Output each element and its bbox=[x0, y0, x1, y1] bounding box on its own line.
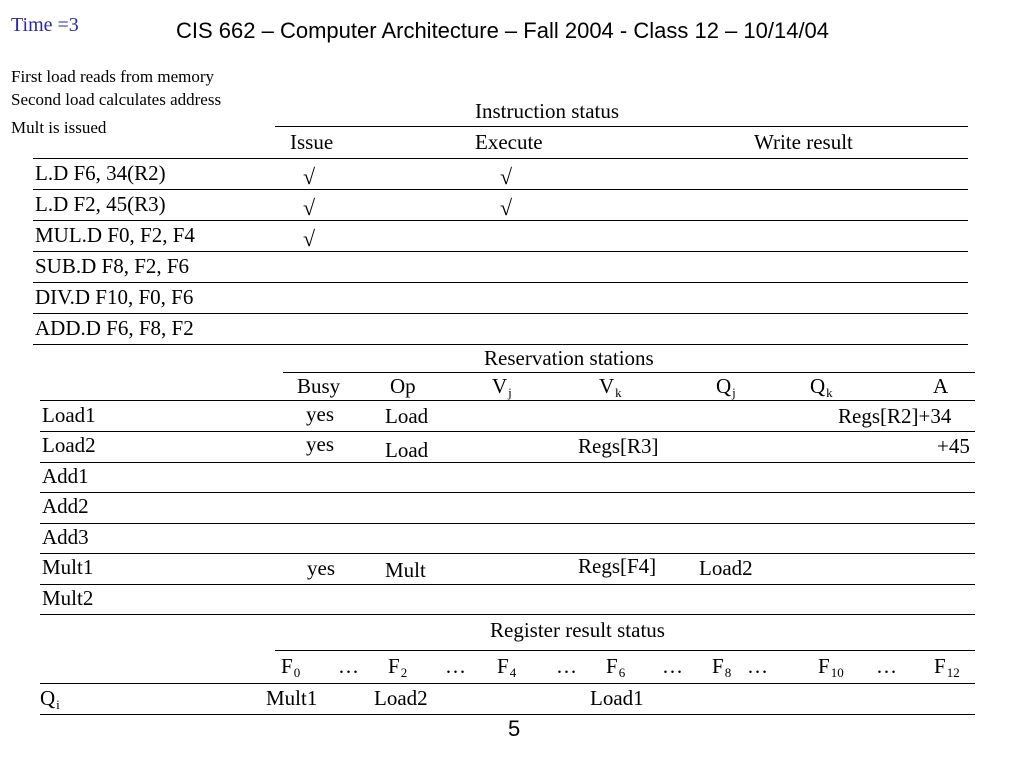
ellipsis: … bbox=[556, 654, 577, 678]
vk-value: Regs[R3] bbox=[578, 434, 659, 458]
instruction-name: ADD.D F6, F8, F2 bbox=[35, 316, 194, 340]
busy-value: yes bbox=[306, 432, 334, 456]
station-name: Mult1 bbox=[42, 555, 94, 579]
reservation-stations-title: Reservation stations bbox=[484, 346, 654, 370]
op-value: Load bbox=[385, 404, 429, 428]
divider bbox=[33, 344, 968, 345]
reg-f10: F10 bbox=[818, 654, 844, 680]
col-qk: Qk bbox=[810, 374, 833, 400]
divider bbox=[33, 189, 968, 190]
col-vj: Vj bbox=[492, 374, 512, 400]
instruction-name: MUL.D F0, F2, F4 bbox=[35, 223, 195, 247]
instruction-name: DIV.D F10, F0, F6 bbox=[35, 285, 194, 309]
divider bbox=[40, 492, 975, 493]
op-value: Mult bbox=[385, 558, 426, 582]
divider bbox=[40, 523, 975, 524]
col-busy: Busy bbox=[297, 374, 341, 398]
a-value: +45 bbox=[937, 434, 970, 458]
divider bbox=[33, 158, 968, 159]
instruction-status-title: Instruction status bbox=[475, 99, 620, 123]
divider bbox=[40, 462, 975, 463]
station-name: Add2 bbox=[42, 494, 89, 518]
divider bbox=[33, 251, 968, 252]
vk-value: Regs[F4] bbox=[578, 554, 657, 578]
divider bbox=[40, 553, 975, 554]
divider bbox=[40, 683, 975, 684]
station-name: Add3 bbox=[42, 525, 89, 549]
a-value: Regs[R2]+34 bbox=[838, 404, 952, 428]
divider bbox=[33, 220, 968, 221]
divider bbox=[283, 372, 975, 373]
issue-check: √ bbox=[303, 226, 316, 251]
op-value: Load bbox=[385, 438, 429, 462]
col-op: Op bbox=[390, 374, 416, 398]
col-issue: Issue bbox=[290, 130, 334, 154]
qj-value: Load2 bbox=[699, 556, 753, 580]
station-name: Load1 bbox=[42, 403, 96, 427]
col-execute: Execute bbox=[475, 130, 543, 154]
reg-f4: F4 bbox=[497, 654, 517, 680]
note-line-2: Second load calculates address bbox=[11, 90, 222, 109]
divider bbox=[33, 313, 968, 314]
divider bbox=[40, 614, 975, 615]
reg-f12: F12 bbox=[934, 654, 960, 680]
divider bbox=[40, 714, 975, 715]
page-number: 5 bbox=[508, 716, 521, 741]
reg-f2: F2 bbox=[388, 654, 408, 680]
col-write-result: Write result bbox=[754, 130, 853, 154]
reg-f8: F8 bbox=[712, 654, 732, 680]
note-line-3: Mult is issued bbox=[11, 118, 107, 137]
station-name: Add1 bbox=[42, 464, 89, 488]
ellipsis: … bbox=[747, 654, 768, 678]
execute-check: √ bbox=[500, 195, 513, 220]
col-a: A bbox=[933, 374, 949, 398]
register-status-title: Register result status bbox=[490, 618, 665, 642]
instruction-name: SUB.D F8, F2, F6 bbox=[35, 254, 190, 278]
col-qj: Qj bbox=[716, 374, 736, 400]
ellipsis: … bbox=[445, 654, 466, 678]
busy-value: yes bbox=[306, 402, 334, 426]
divider bbox=[40, 584, 975, 585]
qi-f2-value: Load2 bbox=[374, 686, 428, 710]
instruction-name: L.D F6, 34(R2) bbox=[35, 161, 166, 185]
time-label: Time =3 bbox=[11, 14, 79, 36]
station-name: Load2 bbox=[42, 433, 96, 457]
ellipsis: … bbox=[338, 654, 359, 678]
reg-f6: F6 bbox=[606, 654, 626, 680]
qi-f0-value: Mult1 bbox=[266, 686, 318, 710]
divider bbox=[33, 282, 968, 283]
divider bbox=[40, 431, 975, 432]
ellipsis: … bbox=[876, 654, 897, 678]
slide-title: CIS 662 – Computer Architecture – Fall 2004 - Class 12 – 10/14/04 bbox=[176, 18, 830, 43]
divider bbox=[275, 126, 968, 127]
divider bbox=[40, 400, 975, 401]
qi-label: Qi bbox=[40, 686, 60, 712]
instruction-name: L.D F2, 45(R3) bbox=[35, 192, 166, 216]
issue-check: √ bbox=[303, 164, 316, 189]
station-name: Mult2 bbox=[42, 586, 94, 610]
divider bbox=[275, 650, 975, 651]
reg-f0: F0 bbox=[281, 654, 301, 680]
note-line-1: First load reads from memory bbox=[11, 67, 215, 86]
col-vk: Vk bbox=[599, 374, 622, 400]
qi-f6-value: Load1 bbox=[590, 686, 644, 710]
busy-value: yes bbox=[307, 556, 335, 580]
execute-check: √ bbox=[500, 164, 513, 189]
issue-check: √ bbox=[303, 195, 316, 220]
ellipsis: … bbox=[662, 654, 683, 678]
